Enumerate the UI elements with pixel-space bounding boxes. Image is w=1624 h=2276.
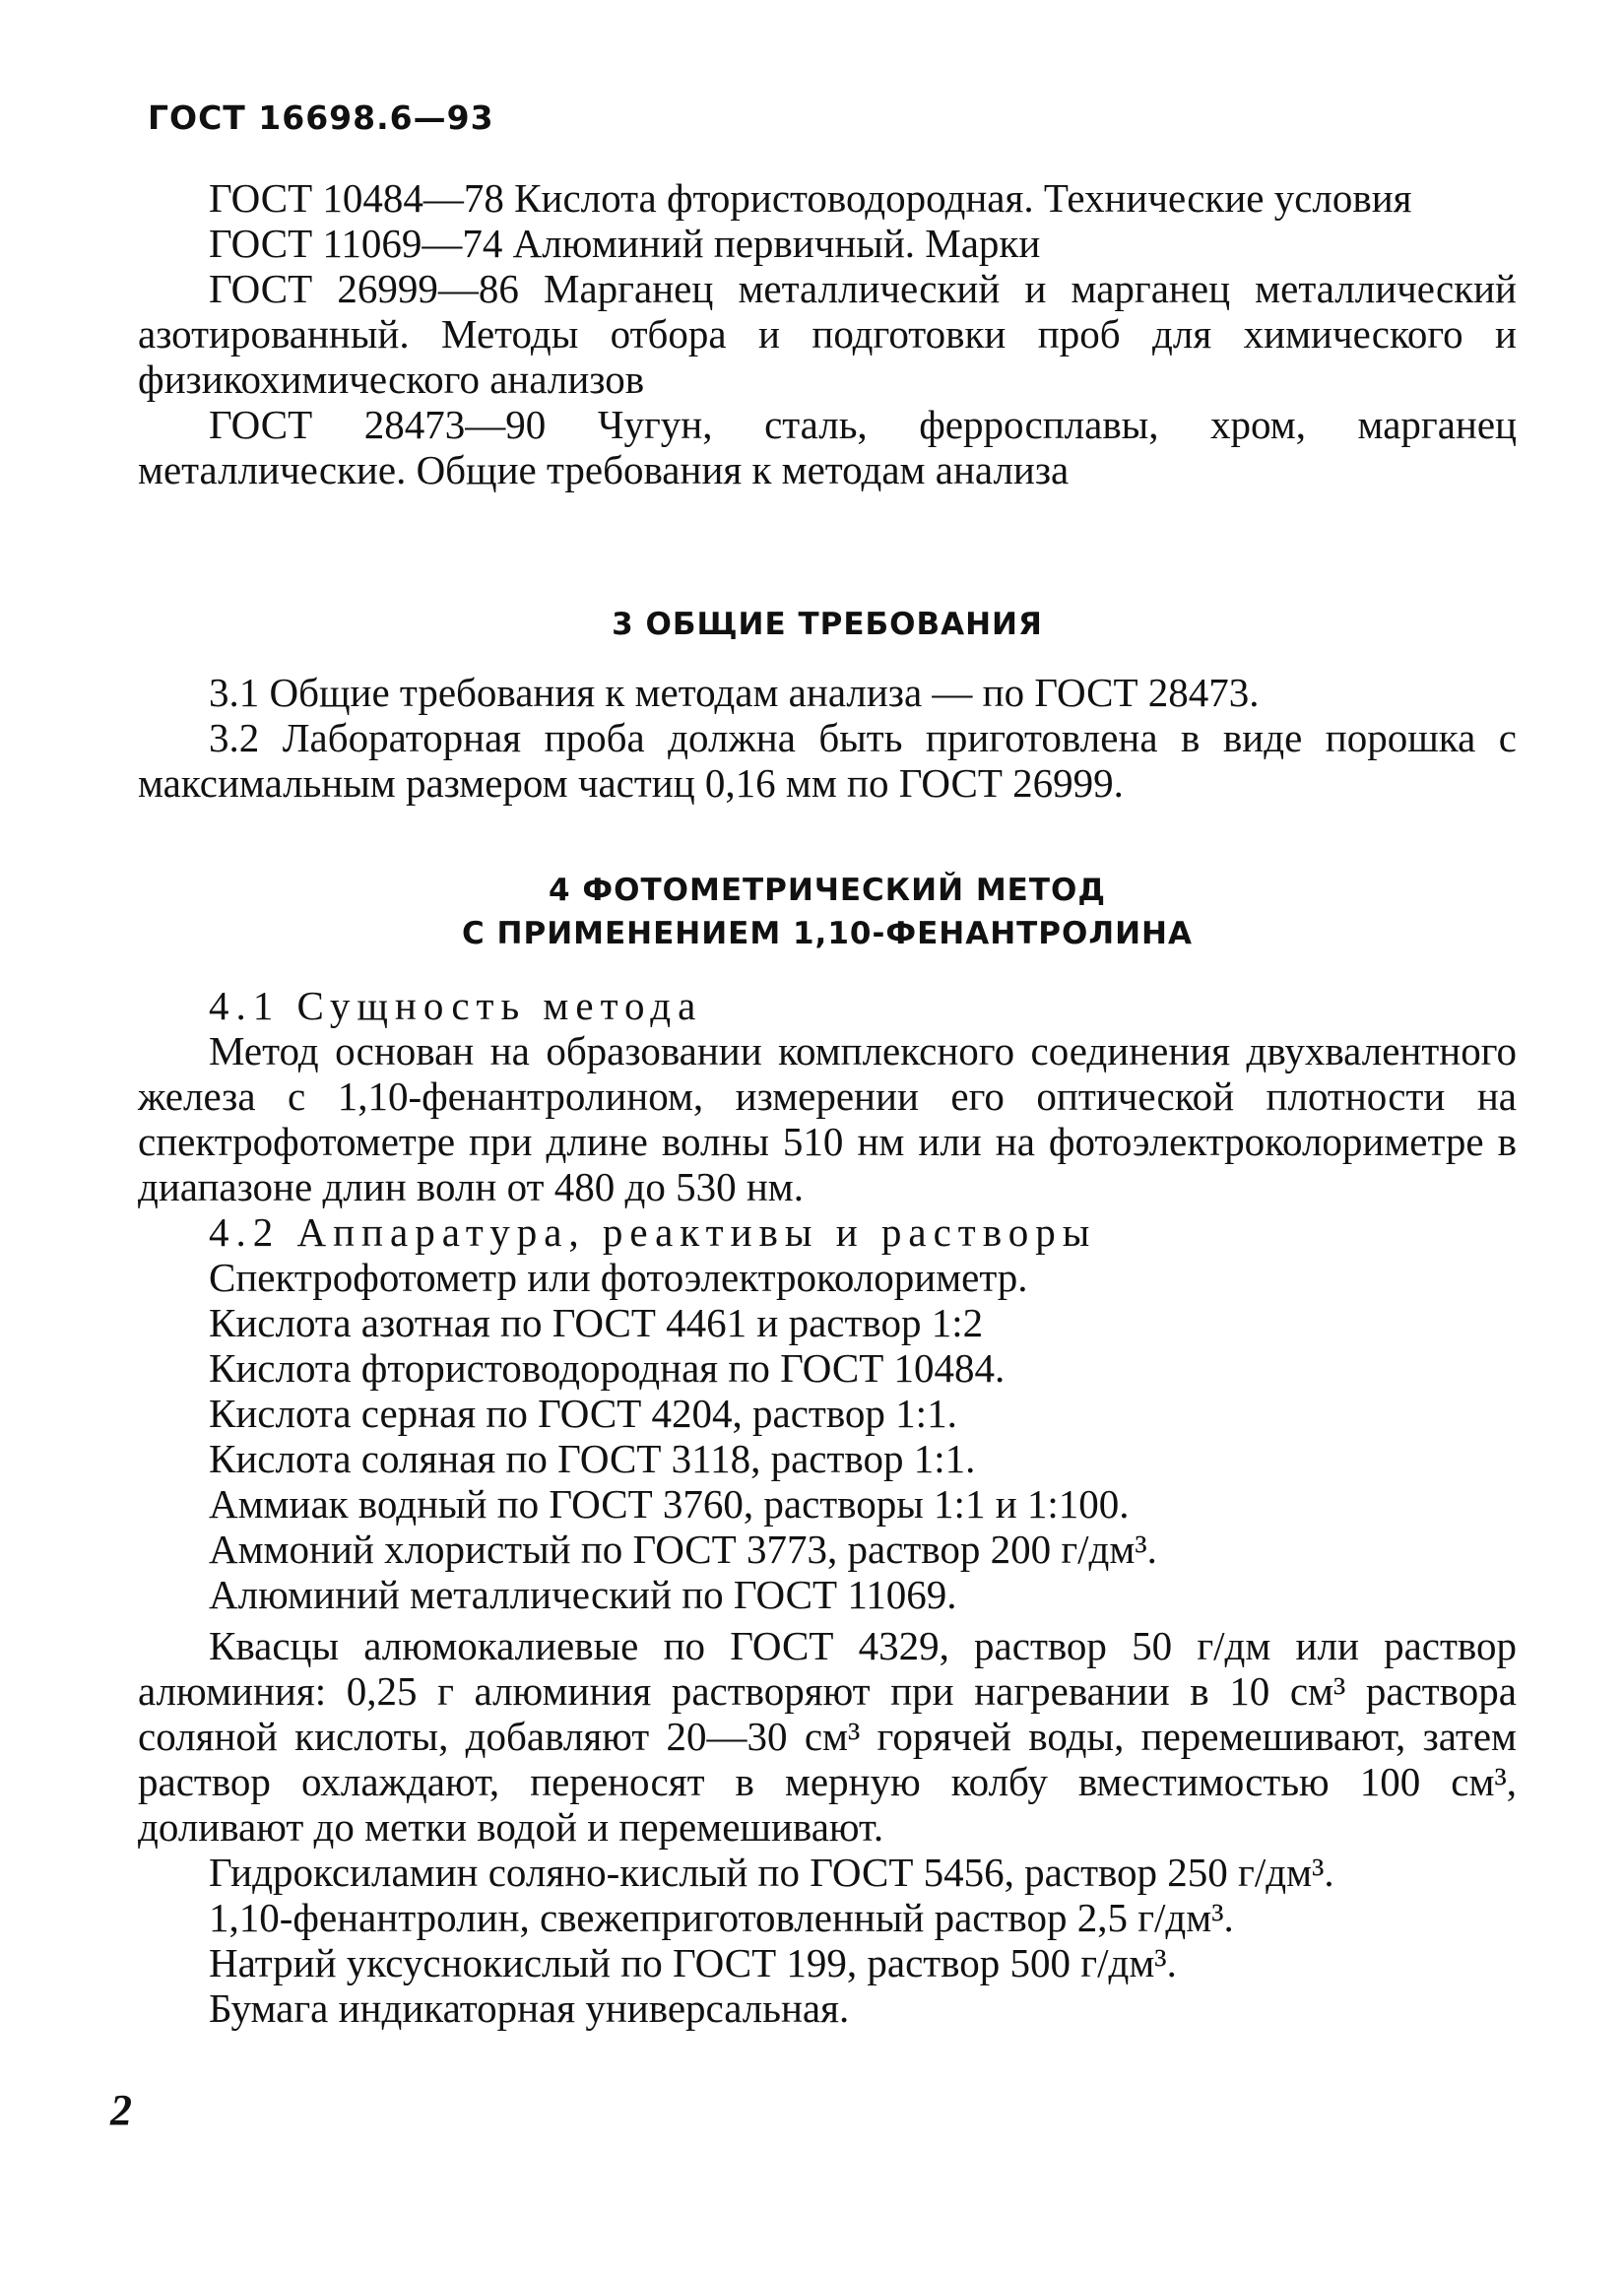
references-block [138, 175, 1517, 492]
reference-item: ГОСТ 26999—86 Марганец металлический и марганец металлический азотированный. Методы отбора и подготовки проб для химического и физикохимического анализов [138, 266, 1517, 402]
reagent-item: Спектрофотометр или фотоэлектроколориметр. [209, 1255, 1028, 1300]
subsection-4-1-title: 4.1 Сущность метода [209, 983, 703, 1028]
reagent-item: 1,10-фенантролин, свежеприготовленный раствор 2,5 г/дм³. [209, 1895, 1234, 1940]
reagent-item: Кислота фтористоводородная по ГОСТ 10484. [209, 1345, 1006, 1391]
reagent-item: Гидроксиламин соляно-кислый по ГОСТ 5456, раствор 250 г/дм³. [209, 1850, 1334, 1895]
subsection-4-2-title: 4.2 Аппаратура, реактивы и растворы [209, 1209, 1097, 1255]
reference-item: ГОСТ 28473—90 Чугун, сталь, ферросплавы, хром, марганец металлические. Общие требования к методам анализа [138, 402, 1517, 492]
reagent-item: Кислота азотная по ГОСТ 4461 и раствор 1:2 [209, 1300, 984, 1345]
section-4-title-line-1: 4 ФОТОМЕТРИЧЕСКИЙ МЕТОД [549, 873, 1106, 908]
reagent-item: Бумага индикаторная универсальная. [209, 1985, 850, 2031]
reagent-item: Кислота серная по ГОСТ 4204, раствор 1:1. [209, 1391, 957, 1436]
section-3-title: 3 ОБЩИЕ ТРЕБОВАНИЯ [612, 607, 1043, 642]
section-4-body [138, 983, 1517, 2031]
reagent-item: Натрий уксуснокислый по ГОСТ 199, раствор 500 г/дм³. [209, 1940, 1177, 1985]
section-4-title [138, 869, 1517, 955]
section-3-body [138, 670, 1517, 806]
reference-item: ГОСТ 11069—74 Алюминий первичный. Марки [209, 221, 1041, 266]
paragraph-3-1: 3.1 Общие требования к методам анализа — по ГОСТ 28473. [209, 670, 1260, 715]
paragraph-3-2: 3.2 Лабораторная проба должна быть приготовлена в виде порошка с максимальным размером частиц 0,16 мм по ГОСТ 26999. [138, 715, 1517, 806]
reagent-item: Алюминий металлический по ГОСТ 11069. [209, 1572, 957, 1617]
reference-item: ГОСТ 10484—78 Кислота фтористоводородная. Технические условия [209, 175, 1412, 221]
reagent-item: Кислота соляная по ГОСТ 3118, раствор 1:1. [209, 1436, 976, 1481]
subsection-4-1-text: Метод основан на образовании комплексного соединения двухвалентного железа с 1,10-фенантролином, измерении его оптической плотности на спектрофотометре при длине волны 510 нм или на фотоэлектроколориметре в диапазоне длин волн от 480 до 530 нм. [138, 1028, 1517, 1209]
document-header: ГОСТ 16698.6—93 [148, 98, 494, 137]
reagent-item: Аммиак водный по ГОСТ 3760, растворы 1:1 и 1:100. [209, 1481, 1130, 1527]
section-4-title-line-2: С ПРИМЕНЕНИЕМ 1,10-ФЕНАНТРОЛИНА [461, 916, 1193, 951]
reagent-item: Аммоний хлористый по ГОСТ 3773, раствор 200 г/дм³. [209, 1527, 1157, 1572]
alum-solution-paragraph: Квасцы алюмокалиевые по ГОСТ 4329, раствор 50 г/дм или раствор алюминия: 0,25 г алюминия растворяют при нагревании в 10 см³ раствора соляной кислоты, добавляют 20—30 см³ горячей воды, перемешивают, затем раствор охлаждают, переносят в мерную колбу вместимостью 100 см³, доливают до метки водой и перемешивают. [138, 1623, 1517, 1850]
page-number: 2 [110, 2086, 132, 2134]
